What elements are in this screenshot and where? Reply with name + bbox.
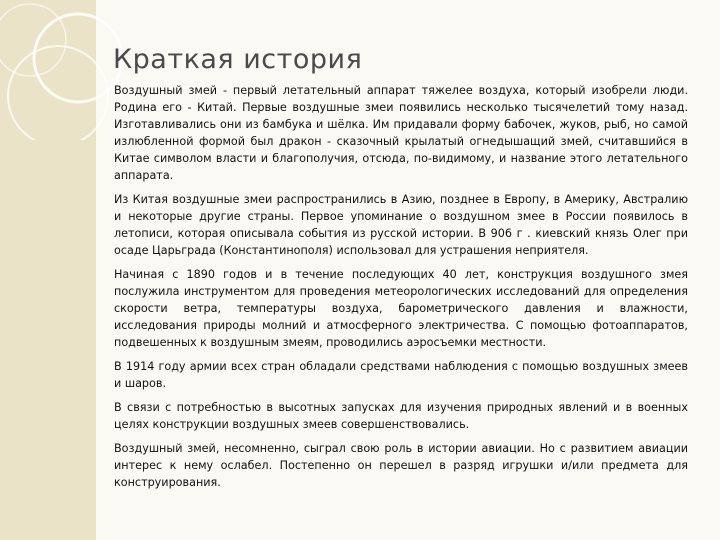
paragraph-spread: Из Китая воздушные змеи распространились в Азию, позднее в Европу, в Америку, Австралию и некоторые другие страны. Первое упоминание о воздушном змее в России появилось в летописи, которая описывала события из русской истории. В 906 г . киевский князь Олег при осаде Царьграда (Константинополя) использовал для устрашения неприятеля. — [114, 193, 688, 257]
decorative-circles — [0, 0, 130, 140]
paragraph-1914: В 1914 году армии всех стран обладали средствами наблюдения с помощью воздушных змеев и шаров. — [114, 360, 688, 390]
paragraph-meteorology: Начиная с 1890 годов и в течение последующих 40 лет, конструкция воздушного змея послужила инструментом для проведения метеорологических исследований для определения скорости ветра, температуры воздуха, барометрического давления и влажности, исследования природы молний и атмосферного электричества. С помощью фотоаппаратов, подвешенных к воздушным змеям, проводились аэросъемки местности. — [114, 268, 688, 349]
slide-body — [114, 82, 688, 498]
slide-title: Краткая история — [113, 44, 363, 76]
paragraph-development: В связи с потребностью в высотных запусках для изучения природных явлений и в военных целях конструкции воздушных змеев совершенствовались. — [114, 401, 688, 431]
paragraph-aviation: Воздушный змей, несомненно, сыграл свою роль в истории авиации. Но с развитием авиации интерес к нему ослабел. Постепенно он перешел в разряд игрушки и/или предмета для конструирования. — [114, 442, 688, 489]
paragraph-origin: Воздушный змей - первый летательный аппарат тяжелее воздуха, который изобрели люди. Родина его - Китай. Первые воздушные змеи появились несколько тысячелетий тому назад. Изготавливались они из бамбука и шёлка. Им придавали форму бабочек, жуков, рыб, но самой излюбленной формой был дракон - сказочный крылатый огнедышащий змей, считавшийся в Китае символом власти и благополучия, отсюда, по-видимому, и название этого летательного аппарата. — [114, 84, 688, 182]
